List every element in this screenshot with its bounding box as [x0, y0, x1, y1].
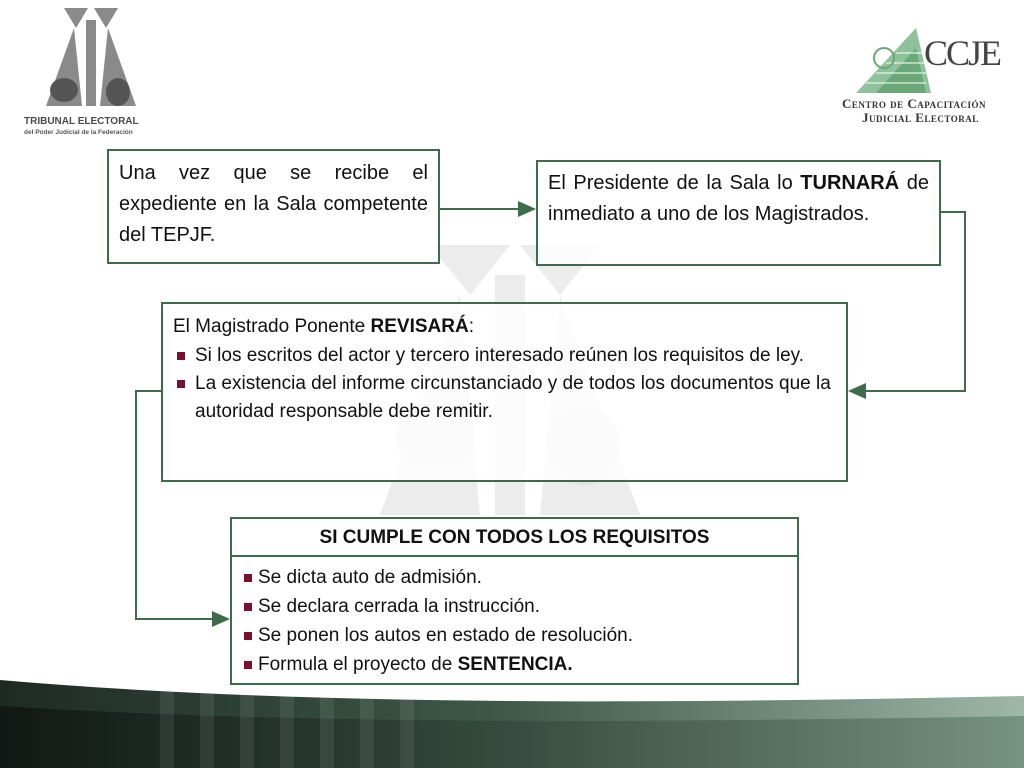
- list-item: Se declara cerrada la instrucción.: [242, 592, 787, 621]
- step-3-intro-before: El Magistrado Ponente: [173, 316, 371, 337]
- step-3-box: [161, 302, 848, 482]
- step-3-intro: [173, 312, 836, 342]
- step-3-list: [173, 342, 836, 426]
- step-2-text-after: de inmediato a uno de los Magistrados.: [548, 172, 929, 225]
- tribunal-logo-line2: del Poder Judicial de la Federación: [24, 129, 133, 136]
- step-2-text-bold: TURNARÁ: [800, 172, 900, 194]
- step-2-text: [548, 168, 929, 230]
- step-4-last-bold: SENTENCIA.: [457, 654, 573, 675]
- list-item: La existencia del informe circunstanciado y de todos los documentos que la autoridad responsable debe remitir.: [173, 370, 836, 426]
- footer-decoration: [0, 666, 1024, 768]
- step-4-header: SI CUMPLE CON TODOS LOS REQUISITOS: [232, 519, 797, 557]
- tribunal-logo-line1: TRIBUNAL ELECTORAL: [24, 116, 139, 127]
- list-item: Si los escritos del actor y tercero interesado reúnen los requisitos de ley.: [173, 342, 836, 370]
- step-4-box: [230, 517, 799, 685]
- step-4-last-before: Formula el proyecto de: [258, 654, 458, 675]
- step-2-text-before: El Presidente de la Sala lo: [548, 172, 801, 194]
- step-3-intro-bold: REVISARÁ: [370, 316, 469, 337]
- list-item: Se ponen los autos en estado de resolución.: [242, 621, 787, 650]
- step-1-box: [107, 149, 440, 264]
- list-item: Se dicta auto de admisión.: [242, 563, 787, 592]
- ccje-line1: Centro de Capacitación: [842, 96, 986, 111]
- ccje-mark: CCJE: [924, 33, 1001, 73]
- ccje-line2: Judicial Electoral: [862, 110, 979, 125]
- step-3-intro-after: :: [468, 316, 474, 337]
- step-1-text: Una vez que se recibe el expediente en la Sala competente del TEPJF.: [119, 162, 428, 246]
- step-2-box: [536, 160, 941, 266]
